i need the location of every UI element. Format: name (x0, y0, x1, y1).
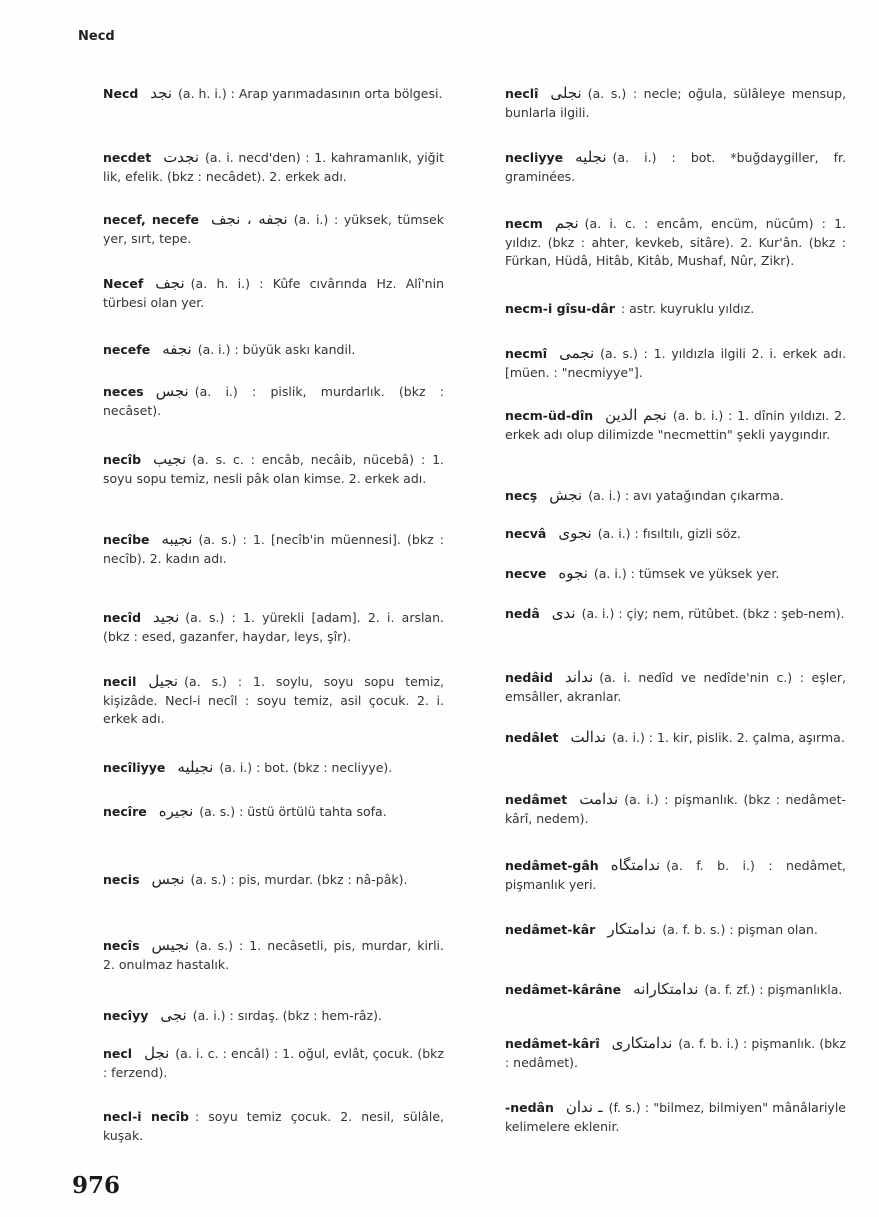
entry-body (66, 340, 444, 360)
dictionary-entry (66, 758, 444, 778)
entry-headword: necm-i gîsu-dâr (505, 301, 615, 316)
entry-body (468, 486, 846, 506)
dictionary-entry (468, 564, 846, 584)
entry-body (66, 1108, 444, 1145)
dictionary-entry (66, 1108, 444, 1145)
arabic-script: نجم الدين (605, 406, 667, 424)
entry-definition: (a. i.) : bot. *buğdaygiller, fr. graminées. (505, 150, 846, 184)
entry-body (468, 406, 846, 444)
dictionary-entry (468, 406, 846, 444)
arabic-script: نجليه (575, 148, 607, 166)
entry-definition: (a. i.) : pişmanlık. (bkz : nedâmet-kârî, nedem). (505, 792, 846, 826)
dictionary-entry (468, 668, 846, 706)
entry-headword: nedâlet (505, 730, 559, 745)
entry-body (66, 672, 444, 729)
arabic-script: نجف (155, 274, 185, 292)
entry-definition: (a. i.) : bot. (bkz : necliyye). (219, 760, 393, 775)
entry-body (468, 148, 846, 186)
entry-headword: necl-i necîb (103, 1109, 189, 1124)
entry-headword: necm (505, 216, 543, 231)
entry-headword: necdet (103, 150, 152, 165)
entry-body (468, 1098, 846, 1136)
entry-body (468, 300, 846, 319)
dictionary-entry (66, 274, 444, 312)
entry-headword: neclî (505, 86, 539, 101)
dictionary-entry (468, 790, 846, 828)
entry-body (468, 728, 846, 748)
arabic-script: ندامتكارى (611, 1034, 673, 1052)
entry-body (468, 856, 846, 894)
entry-body (66, 84, 444, 104)
entry-headword: necmî (505, 346, 548, 361)
entry-headword: necîd (103, 610, 142, 625)
entry-headword: necîyy (103, 1008, 149, 1023)
arabic-script: نجى (160, 1006, 187, 1024)
entry-definition: (a. i. necd'den) : 1. kahramanlık, yiğit lik, efelik. (bkz : necâdet). 2. erkek adı. (103, 150, 444, 184)
dictionary-entry (468, 300, 846, 319)
entry-definition: (a. i.) : fısıltılı, gizli söz. (597, 526, 741, 541)
entry-body (468, 980, 846, 1000)
dictionary-entry (468, 604, 846, 624)
dictionary-entry (468, 486, 846, 506)
entry-definition: (a. i.) : sırdaş. (bkz : hem-râz). (192, 1008, 382, 1023)
entry-definition: (a. s.) : 1. yıldızla ilgili 2. i. erkek adı. [müen. : "necmiyye"]. (505, 346, 846, 380)
dictionary-entry (66, 450, 444, 488)
entry-headword: nedâmet-kârî (505, 1036, 600, 1051)
dictionary-entry (468, 980, 846, 1000)
entry-headword: nedâmet-kâr (505, 922, 596, 937)
arabic-script: نجدت (163, 148, 200, 166)
entry-definition: : soyu temiz çocuk. 2. nesil, sülâle, kuşak. (103, 1109, 444, 1143)
entry-definition: (a. s.) : 1. necâsetli, pis, murdar, kirli. 2. onulmaz hastalık. (103, 938, 444, 972)
entry-body (66, 450, 444, 488)
arabic-script: نجفه (162, 340, 192, 358)
arabic-script: نجيد (153, 608, 180, 626)
entry-definition: (a. s.) : 1. [necîb'in müennesi]. (bkz : necîb). 2. kadın adı. (103, 532, 444, 566)
dictionary-entry (66, 870, 444, 890)
entry-definition: (a. s.) : necle; oğula, sülâleye mensup, bunlarla ilgili. (505, 86, 846, 120)
running-header: Necd (78, 29, 115, 44)
dictionary-entry (66, 1006, 444, 1026)
entry-body (468, 920, 846, 940)
entry-headword: necef, necefe (103, 212, 200, 227)
entry-definition: (a. f. b. s.) : pişman olan. (662, 922, 818, 937)
arabic-script: نجوه (558, 564, 588, 582)
entry-body (66, 148, 444, 186)
entry-body (468, 564, 846, 584)
entry-definition: (a. s.) : üstü örtülü tahta sofa. (199, 804, 387, 819)
arabic-script: نجل (144, 1044, 170, 1062)
dictionary-entry (66, 1044, 444, 1082)
entry-body (66, 758, 444, 778)
page-number: 976 (72, 1172, 121, 1199)
entry-body (66, 608, 444, 646)
dictionary-entry (468, 1034, 846, 1072)
dictionary-entry (468, 920, 846, 940)
arabic-script: نجمى (559, 344, 595, 362)
entry-body (468, 344, 846, 382)
arabic-script: نجش (549, 486, 583, 504)
dictionary-entry (468, 856, 846, 894)
entry-body (468, 604, 846, 624)
arabic-script: نجوى (558, 524, 592, 542)
entry-body (66, 802, 444, 822)
entry-body (66, 1006, 444, 1026)
entry-headword: necîb (103, 452, 142, 467)
entry-definition: (a. i.) : avı yatağından çıkarma. (588, 488, 784, 503)
entry-definition: (a. s. c. : encâb, necâib, nücebâ) : 1. soyu sopu temiz, nesli pâk olan kimse. 2. erkek adı. (103, 452, 444, 486)
arabic-script: نجفه ، نجف (211, 210, 288, 228)
entry-headword: necliyye (505, 150, 564, 165)
entry-definition: (a. s.) : 1. soylu, soyu sopu temiz, kişizâde. Necl-i necîl : soyu temiz, asil çocuk. 2. i. erkek adı. (103, 674, 444, 726)
dictionary-entry (468, 1098, 846, 1136)
dictionary-entry (468, 214, 846, 271)
entry-definition: (a. b. i.) : 1. dînin yıldızı. 2. erkek adı olup dilimizde "necmettin" şekli yaygındır. (505, 408, 846, 442)
arabic-script: نجيب (153, 450, 187, 468)
entry-headword: necil (103, 674, 137, 689)
entry-definition: (a. f. b. i.) : pişmanlık. (bkz : nedâmet). (505, 1036, 846, 1070)
arabic-script: نجس (151, 870, 185, 888)
dictionary-entry (468, 84, 846, 122)
entry-headword: nedâmet-gâh (505, 858, 599, 873)
dictionary-entry (66, 530, 444, 568)
entry-headword: necm-üd-dîn (505, 408, 594, 423)
entry-headword: necve (505, 566, 547, 581)
dictionary-entry (66, 802, 444, 822)
entry-body (66, 530, 444, 568)
arabic-script: ندامت (579, 790, 619, 808)
entry-headword: necîliyye (103, 760, 166, 775)
arabic-script: نجيل (148, 672, 179, 690)
entry-definition: (a. i.) : tümsek ve yüksek yer. (593, 566, 780, 581)
arabic-script: نداند (565, 668, 594, 686)
arabic-script: نجس (155, 382, 189, 400)
entry-headword: nedâmet (505, 792, 568, 807)
entry-headword: -nedân (505, 1100, 554, 1115)
entry-definition: (a. i.) : büyük askı kandil. (197, 342, 356, 357)
entry-definition: (a. h. i.) : Kûfe cıvârında Hz. Alî'nin türbesi olan yer. (103, 276, 444, 310)
entry-definition: (a. h. i.) : Arap yarımadasının orta bölgesi. (178, 86, 443, 101)
entry-definition: (a. f. zf.) : pişmanlıkla. (704, 982, 843, 997)
entry-definition: (a. f. b. i.) : nedâmet, pişmanlık yeri. (505, 858, 846, 892)
dictionary-entry (468, 524, 846, 544)
arabic-script: نجم (554, 214, 579, 232)
entry-body (66, 382, 444, 420)
entry-headword: necîbe (103, 532, 150, 547)
arabic-script: ندى (551, 604, 576, 622)
entry-body (66, 936, 444, 974)
entry-definition: : astr. kuyruklu yıldız. (620, 301, 755, 316)
entry-headword: nedâid (505, 670, 553, 685)
entry-headword: necş (505, 488, 538, 503)
dictionary-entry (468, 728, 846, 748)
entry-definition: (a. i. nedîd ve nedîde'nin c.) : eşler, emsâller, akranlar. (505, 670, 846, 704)
arabic-script: نجد (150, 84, 173, 102)
dictionary-entry (66, 672, 444, 729)
entry-headword: necvâ (505, 526, 547, 541)
entry-body (468, 1034, 846, 1072)
arabic-script: ندامتكارانه (633, 980, 699, 998)
dictionary-entry (66, 148, 444, 186)
entry-definition: (a. i.) : yüksek, tümsek yer, sırt, tepe. (103, 212, 444, 246)
entry-body (468, 668, 846, 706)
entry-body (66, 1044, 444, 1082)
entry-headword: Necef (103, 276, 144, 291)
entry-body (468, 84, 846, 122)
entry-definition: (a. i. c. : encâl) : 1. oğul, evlât, çocuk. (bkz : ferzend). (103, 1046, 444, 1080)
dictionary-entry (66, 340, 444, 360)
dictionary-entry (468, 148, 846, 186)
entry-definition: (a. i. c. : encâm, encüm, nücûm) : 1. yıldız. (bkz : ahter, kevkeb, sitâre). 2. Kur'ân. (bkz : Fürkan, Hüdâ, Hitâb, Kitâb, Mushaf, Nûr, Zikr). (505, 216, 846, 268)
entry-body (468, 524, 846, 544)
entry-definition: (a. i.) : çiy; nem, rütûbet. (bkz : şeb-nem). (581, 606, 845, 621)
dictionary-entry (468, 344, 846, 382)
entry-headword: necîre (103, 804, 147, 819)
arabic-script: ندالت (570, 728, 607, 746)
entry-body (468, 790, 846, 828)
dictionary-entry (66, 608, 444, 646)
entry-headword: nedâ (505, 606, 540, 621)
entry-definition: (a. i.) : pislik, murdarlık. (bkz : necâset). (103, 384, 444, 418)
entry-definition: (a. s.) : pis, murdar. (bkz : nâ-pâk). (190, 872, 408, 887)
arabic-script: ندامتكار (607, 920, 657, 938)
arabic-script: نجيس (151, 936, 190, 954)
entry-headword: necl (103, 1046, 133, 1061)
arabic-script: نجيبه (161, 530, 193, 548)
dictionary-entry (66, 936, 444, 974)
dictionary-entry (66, 382, 444, 420)
entry-headword: Necd (103, 86, 139, 101)
dictionary-entry (66, 210, 444, 248)
entry-body (66, 870, 444, 890)
arabic-script: ـ ندان (565, 1098, 603, 1116)
entry-headword: necîs (103, 938, 140, 953)
entry-headword: neces (103, 384, 144, 399)
arabic-script: نجلى (550, 84, 582, 102)
entry-definition: (a. s.) : 1. yürekli [adam]. 2. i. arslan. (bkz : esed, gazanfer, haydar, leys, şîr). (103, 610, 444, 644)
entry-definition: (a. i.) : 1. kir, pislik. 2. çalma, aşırma. (612, 730, 845, 745)
arabic-script: نجيره (158, 802, 194, 820)
arabic-script: نجيليه (177, 758, 214, 776)
entry-headword: nedâmet-kârâne (505, 982, 622, 997)
entry-definition: (f. s.) : "bilmez, bilmiyen" mânâlariyle kelimelere eklenir. (505, 1100, 846, 1134)
entry-body (468, 214, 846, 271)
entry-headword: necefe (103, 342, 151, 357)
entry-body (66, 274, 444, 312)
dictionary-entry (66, 84, 444, 104)
entry-headword: necis (103, 872, 140, 887)
entry-body (66, 210, 444, 248)
arabic-script: ندامتگاه (610, 856, 661, 874)
